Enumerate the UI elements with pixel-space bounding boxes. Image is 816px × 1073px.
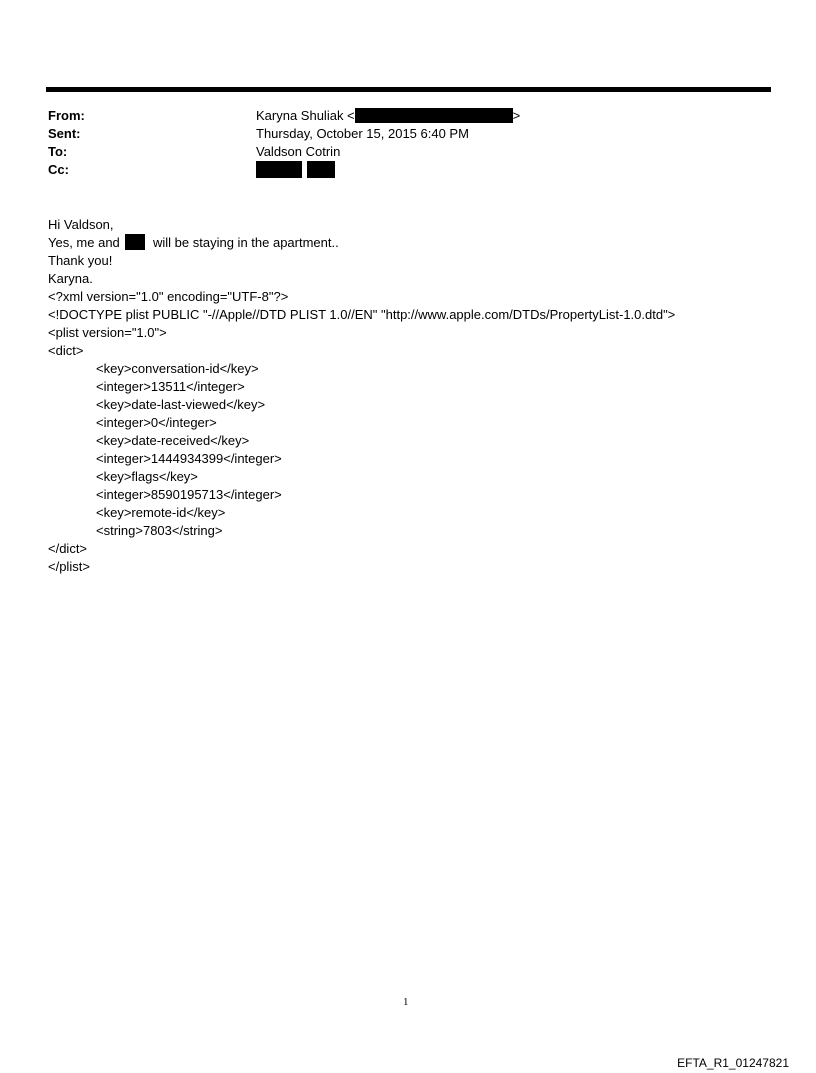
body-text: Yes, me and <box>48 235 124 250</box>
header-rule <box>46 87 771 92</box>
redaction-box <box>125 234 145 250</box>
redaction-box <box>355 108 513 123</box>
to-label: To: <box>48 144 68 159</box>
sent-label: Sent: <box>48 126 81 141</box>
redaction-box <box>307 161 335 178</box>
xml-line: <integer>0</integer> <box>96 415 217 430</box>
xml-line: <integer>8590195713</integer> <box>96 487 282 502</box>
page-number: 1 <box>403 996 409 1008</box>
cc-label: Cc: <box>48 162 69 177</box>
from-label: From: <box>48 108 85 123</box>
xml-line: <key>date-last-viewed</key> <box>96 397 266 412</box>
xml-line: <key>flags</key> <box>96 469 198 484</box>
sent-value: Thursday, October 15, 2015 6:40 PM <box>256 126 469 141</box>
redaction-box <box>256 161 302 178</box>
xml-line: <string>7803</string> <box>96 523 223 538</box>
signature: Karyna. <box>48 271 93 286</box>
xml-line: <integer>13511</integer> <box>96 379 245 394</box>
xml-line: <dict> <box>48 343 84 358</box>
body-text: will be staying in the apartment.. <box>149 235 339 250</box>
from-name: Karyna Shuliak < <box>256 108 355 123</box>
cc-value <box>256 161 335 180</box>
body-line <box>48 234 675 252</box>
xml-line: </dict> <box>48 541 88 556</box>
xml-line: </plist> <box>48 559 90 574</box>
xml-line: <key>remote-id</key> <box>96 505 226 520</box>
xml-line: <!DOCTYPE plist PUBLIC "-//Apple//DTD PLIST 1.0//EN" "http://www.apple.com/DTDs/PropertyList-1.0.dtd"> <box>48 307 676 322</box>
document-id: EFTA_R1_01247821 <box>677 1056 789 1070</box>
from-close: > <box>512 108 521 123</box>
xml-line: <plist version="1.0"> <box>48 325 167 340</box>
to-value: Valdson Cotrin <box>256 144 341 159</box>
xml-line: <key>date-received</key> <box>96 433 250 448</box>
xml-line: <integer>1444934399</integer> <box>96 451 282 466</box>
greeting: Hi Valdson, <box>48 217 114 232</box>
xml-line: <?xml version="1.0" encoding="UTF-8"?> <box>48 289 289 304</box>
from-value <box>256 107 520 125</box>
xml-line: <key>conversation-id</key> <box>96 361 259 376</box>
thanks-line: Thank you! <box>48 253 113 268</box>
email-body <box>48 216 675 576</box>
